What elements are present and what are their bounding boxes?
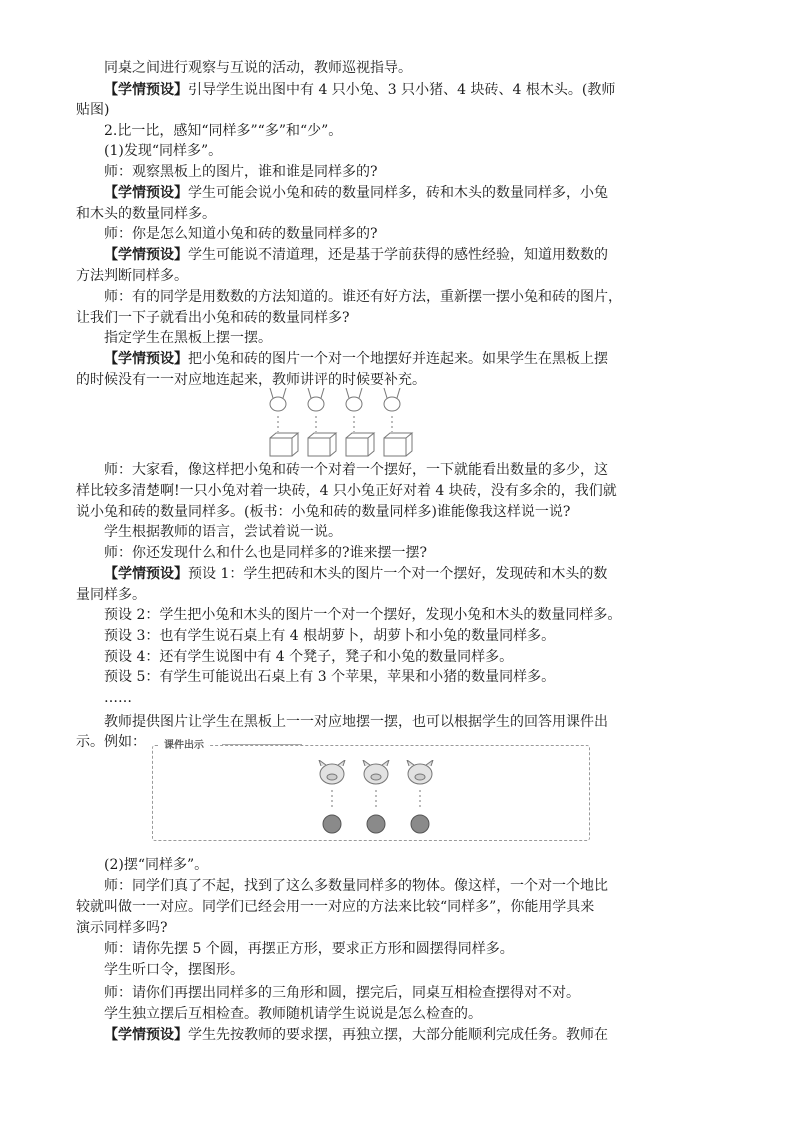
text-line: 的时候没有一一对应地连起来，教师讲评的时候要补充。 — [76, 372, 426, 388]
text-line: 样比较多清楚啊!一只小兔对着一块砖，4 只小兔正好对着 4 块砖，没有多余的，我们就 — [76, 483, 617, 499]
text-line: …… — [104, 690, 132, 706]
brick-icon — [270, 433, 298, 456]
text-line: 说小兔和砖的数量同样多。(板书：小兔和砖的数量同样多)谁能像我这样说一说? — [76, 504, 571, 520]
text-line: 预设 4：还有学生说图中有 4 个凳子，凳子和小兔的数量同样多。 — [104, 649, 514, 665]
brick-icon — [308, 433, 336, 456]
courseware-label-rule — [222, 744, 302, 745]
rabbit-icon — [270, 388, 286, 411]
rabbit-icon — [384, 388, 400, 411]
text-line: 让我们一下子就看出小兔和砖的数量同样多? — [76, 310, 350, 326]
rabbit-brick-illustration — [258, 388, 418, 460]
apple-icon — [411, 815, 429, 833]
text-line: 学生听口令，摆图形。 — [104, 962, 244, 978]
rabbit-icon — [346, 388, 362, 411]
text-line: 同桌之间进行观察与互说的活动，教师巡视指导。 — [104, 60, 412, 76]
text-line: 预设 5：有学生可能说出石桌上有 3 个苹果，苹果和小猪的数量同样多。 — [104, 669, 556, 685]
text-line: 贴图) — [76, 102, 110, 118]
text-line: (2)摆“同样多”。 — [104, 857, 209, 873]
text-line: 师：请你们再摆出同样多的三角形和圆，摆完后，同桌互相检查摆得对不对。 — [104, 985, 580, 1001]
pig-icon — [363, 760, 389, 784]
text-line: 【学情预设】预设 1：学生把砖和木头的图片一个对一个摆好，发现砖和木头的数 — [104, 566, 608, 582]
courseware-label: 课件出示 — [160, 736, 208, 751]
apple-icon — [323, 815, 341, 833]
brick-icon — [346, 433, 374, 456]
text-line: 师：你是怎么知道小兔和砖的数量同样多的? — [104, 226, 378, 242]
pig-apple-illustration — [312, 760, 442, 836]
text-line: 师：请你先摆 5 个圆，再摆正方形，要求正方形和圆摆得同样多。 — [104, 941, 514, 957]
text-line: 师：你还发现什么和什么也是同样多的?谁来摆一摆? — [104, 545, 428, 561]
text-line: 师：有的同学是用数数的方法知道的。谁还有好方法，重新摆一摆小兔和砖的图片， — [104, 289, 622, 305]
text-line: 学生独立摆后互相检查。教师随机请学生说说是怎么检查的。 — [104, 1006, 482, 1022]
text-line: 2.比一比，感知“同样多”“多”和“少”。 — [104, 123, 343, 139]
text-line: 演示同样多吗? — [76, 920, 168, 936]
text-line: 预设 3：也有学生说石桌上有 4 根胡萝卜，胡萝卜和小兔的数量同样多。 — [104, 628, 556, 644]
text-line: (1)发现“同样多”。 — [104, 143, 223, 159]
text-line: 教师提供图片让学生在黑板上一一对应地摆一摆，也可以根据学生的回答用课件出 — [104, 714, 608, 730]
text-line: 师：同学们真了不起，找到了这么多数量同样多的物体。像这样，一个对一个地比 — [104, 878, 608, 894]
text-line: 师：大家看，像这样把小兔和砖一个对着一个摆好，一下就能看出数量的多少，这 — [104, 462, 608, 478]
text-line: 学生根据教师的语言，尝试着说一说。 — [104, 524, 342, 540]
text-line: 量同样多。 — [76, 587, 146, 603]
text-line: 【学情预设】学生先按教师的要求摆，再独立摆，大部分能顺利完成任务。教师在 — [104, 1027, 608, 1043]
pig-icon — [319, 760, 345, 784]
text-line: 【学情预设】学生可能会说小兔和砖的数量同样多，砖和木头的数量同样多，小兔 — [104, 185, 608, 201]
text-line: 【学情预设】学生可能说不清道理，还是基于学前获得的感性经验，知道用数数的 — [104, 247, 608, 263]
text-line: 指定学生在黑板上摆一摆。 — [104, 330, 272, 346]
pig-icon — [407, 760, 433, 784]
text-line: 方法判断同样多。 — [76, 268, 188, 284]
text-line: 示。例如： — [76, 734, 146, 750]
text-line: 较就叫做一一对应。同学们已经会用一一对应的方法来比较“同样多”，你能用学具来 — [76, 899, 595, 915]
apple-icon — [367, 815, 385, 833]
text-line: 【学情预设】引导学生说出图中有 4 只小兔、3 只小猪、4 块砖、4 根木头。(教师 — [104, 82, 616, 98]
text-line: 和木头的数量同样多。 — [76, 206, 216, 222]
text-line: 师：观察黑板上的图片，谁和谁是同样多的? — [104, 164, 378, 180]
text-line: 【学情预设】把小兔和砖的图片一个对一个地摆好并连起来。如果学生在黑板上摆 — [104, 351, 608, 367]
brick-icon — [384, 433, 412, 456]
text-line: 预设 2：学生把小兔和木头的图片一个对一个摆好，发现小兔和木头的数量同样多。 — [104, 607, 622, 623]
rabbit-icon — [308, 388, 324, 411]
